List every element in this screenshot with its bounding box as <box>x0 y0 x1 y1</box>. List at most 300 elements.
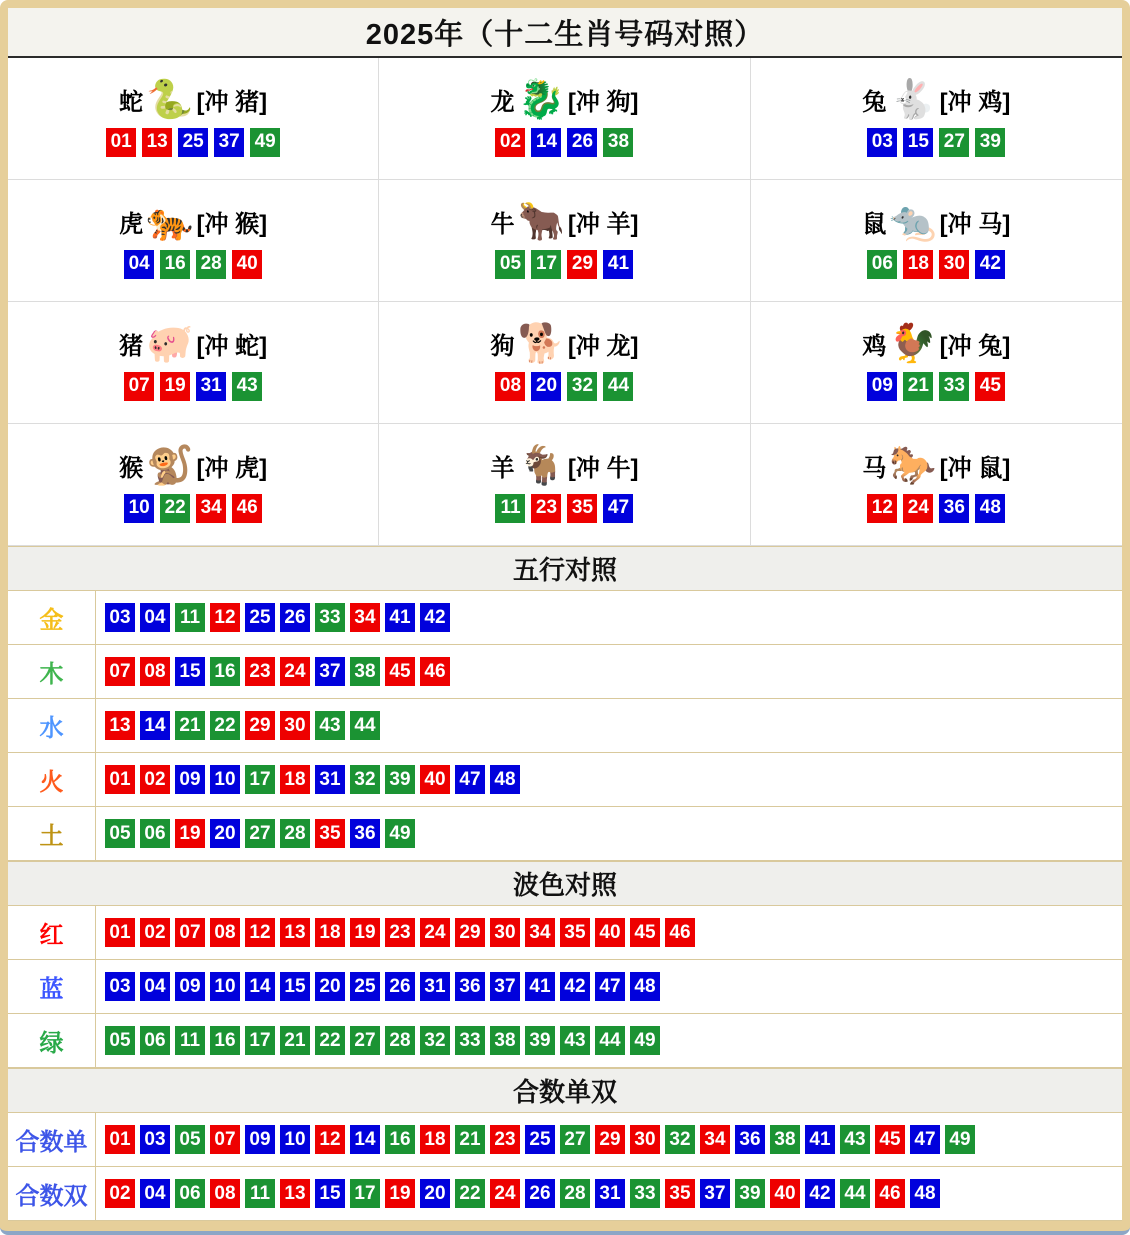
zodiac-cell-鸡 <box>751 302 1122 424</box>
number-ball-36: 36 <box>455 972 485 1001</box>
zodiac-cell-title <box>862 322 1011 365</box>
table-row-水 <box>8 699 1122 753</box>
rabbit-icon: 🐇 <box>889 78 937 121</box>
zodiac-clash-label: [冲 龙] <box>567 333 639 360</box>
number-ball-34: 34 <box>700 1125 730 1154</box>
number-ball-49: 49 <box>385 819 415 848</box>
number-ball-27: 27 <box>560 1125 590 1154</box>
number-ball-40: 40 <box>232 250 262 279</box>
number-ball-10: 10 <box>280 1125 310 1154</box>
number-ball-05: 05 <box>495 250 525 279</box>
zodiac-numbers-row <box>124 250 262 279</box>
zodiac-cell-狗 <box>379 302 750 424</box>
number-ball-26: 26 <box>525 1179 555 1208</box>
number-ball-42: 42 <box>420 603 450 632</box>
number-ball-18: 18 <box>280 765 310 794</box>
zodiac-name: 牛 <box>490 211 515 238</box>
number-ball-35: 35 <box>567 494 597 523</box>
number-ball-31: 31 <box>196 372 226 401</box>
zodiac-numbers-row <box>495 250 633 279</box>
row-numbers <box>96 645 450 698</box>
zodiac-cell-牛 <box>379 180 750 302</box>
number-ball-22: 22 <box>210 711 240 740</box>
number-ball-20: 20 <box>531 372 561 401</box>
number-ball-48: 48 <box>910 1179 940 1208</box>
zodiac-numbers-row <box>867 128 1005 157</box>
zodiac-cell-title <box>119 322 268 365</box>
zodiac-numbers-row <box>495 128 633 157</box>
section-bose <box>8 861 1122 1068</box>
zodiac-cell-title <box>490 78 639 121</box>
number-ball-22: 22 <box>315 1026 345 1055</box>
number-ball-11: 11 <box>495 494 525 523</box>
dragon-icon: 🐉 <box>517 78 565 121</box>
number-ball-30: 30 <box>490 918 520 947</box>
number-ball-31: 31 <box>420 972 450 1001</box>
number-ball-14: 14 <box>140 711 170 740</box>
number-ball-42: 42 <box>560 972 590 1001</box>
number-ball-37: 37 <box>214 128 244 157</box>
number-ball-03: 03 <box>105 603 135 632</box>
row-numbers <box>96 906 695 959</box>
number-ball-04: 04 <box>140 603 170 632</box>
table-row-土 <box>8 807 1122 861</box>
number-ball-14: 14 <box>350 1125 380 1154</box>
zodiac-clash-label: [冲 牛] <box>567 455 639 482</box>
zodiac-cell-马 <box>751 424 1122 546</box>
zodiac-name: 猴 <box>119 455 144 482</box>
number-ball-33: 33 <box>315 603 345 632</box>
number-ball-16: 16 <box>385 1125 415 1154</box>
tiger-icon: 🐅 <box>146 200 194 243</box>
number-ball-14: 14 <box>531 128 561 157</box>
number-ball-48: 48 <box>630 972 660 1001</box>
number-ball-47: 47 <box>595 972 625 1001</box>
zodiac-name: 龙 <box>490 89 515 116</box>
zodiac-name: 虎 <box>119 211 144 238</box>
number-ball-04: 04 <box>124 250 154 279</box>
goat-icon: 🐐 <box>517 444 565 487</box>
number-ball-13: 13 <box>280 1179 310 1208</box>
number-ball-25: 25 <box>178 128 208 157</box>
number-ball-41: 41 <box>525 972 555 1001</box>
number-ball-31: 31 <box>595 1179 625 1208</box>
number-ball-28: 28 <box>280 819 310 848</box>
zodiac-name: 鼠 <box>862 211 887 238</box>
zodiac-numbers-row <box>124 372 262 401</box>
number-ball-06: 06 <box>867 250 897 279</box>
number-ball-15: 15 <box>315 1179 345 1208</box>
number-ball-09: 09 <box>245 1125 275 1154</box>
table-row-火 <box>8 753 1122 807</box>
number-ball-36: 36 <box>735 1125 765 1154</box>
number-ball-37: 37 <box>490 972 520 1001</box>
number-ball-36: 36 <box>350 819 380 848</box>
number-ball-02: 02 <box>105 1179 135 1208</box>
table-row-绿 <box>8 1014 1122 1068</box>
number-ball-16: 16 <box>160 250 190 279</box>
number-ball-49: 49 <box>945 1125 975 1154</box>
zodiac-name: 鸡 <box>862 333 887 360</box>
number-ball-11: 11 <box>175 1026 205 1055</box>
number-ball-13: 13 <box>142 128 172 157</box>
number-ball-46: 46 <box>665 918 695 947</box>
number-ball-02: 02 <box>495 128 525 157</box>
number-ball-28: 28 <box>196 250 226 279</box>
number-ball-07: 07 <box>124 372 154 401</box>
heshu-rows <box>8 1113 1122 1221</box>
number-ball-15: 15 <box>175 657 205 686</box>
table-row-红 <box>8 906 1122 960</box>
section-heshu <box>8 1068 1122 1221</box>
number-ball-17: 17 <box>531 250 561 279</box>
number-ball-38: 38 <box>350 657 380 686</box>
number-ball-01: 01 <box>105 918 135 947</box>
number-ball-35: 35 <box>665 1179 695 1208</box>
number-ball-23: 23 <box>490 1125 520 1154</box>
zodiac-clash-label: [冲 狗] <box>567 89 639 116</box>
number-ball-26: 26 <box>385 972 415 1001</box>
zodiac-cell-title <box>119 78 268 121</box>
number-ball-25: 25 <box>525 1125 555 1154</box>
row-numbers <box>96 591 450 644</box>
section-header-wuxing: 五行对照 <box>8 546 1122 591</box>
number-ball-49: 49 <box>250 128 280 157</box>
number-ball-19: 19 <box>160 372 190 401</box>
table-row-蓝 <box>8 960 1122 1014</box>
number-ball-35: 35 <box>315 819 345 848</box>
section-wuxing <box>8 546 1122 861</box>
zodiac-clash-label: [冲 马] <box>939 211 1011 238</box>
number-ball-08: 08 <box>210 918 240 947</box>
number-ball-44: 44 <box>840 1179 870 1208</box>
number-ball-12: 12 <box>210 603 240 632</box>
zodiac-clash-label: [冲 猪] <box>196 89 268 116</box>
number-ball-40: 40 <box>770 1179 800 1208</box>
row-numbers <box>96 1167 940 1220</box>
zodiac-clash-label: [冲 兔] <box>939 333 1011 360</box>
zodiac-cell-title <box>862 444 1011 487</box>
number-ball-03: 03 <box>140 1125 170 1154</box>
number-ball-31: 31 <box>315 765 345 794</box>
number-ball-44: 44 <box>350 711 380 740</box>
pig-icon: 🐖 <box>146 322 194 365</box>
zodiac-cell-虎 <box>8 180 379 302</box>
number-ball-21: 21 <box>903 372 933 401</box>
number-ball-28: 28 <box>385 1026 415 1055</box>
zodiac-numbers-row <box>867 372 1005 401</box>
number-ball-27: 27 <box>939 128 969 157</box>
row-numbers <box>96 807 415 860</box>
number-ball-08: 08 <box>210 1179 240 1208</box>
number-ball-10: 10 <box>124 494 154 523</box>
number-ball-02: 02 <box>140 765 170 794</box>
number-ball-09: 09 <box>867 372 897 401</box>
zodiac-name: 马 <box>862 455 887 482</box>
zodiac-cell-羊 <box>379 424 750 546</box>
number-ball-10: 10 <box>210 765 240 794</box>
number-ball-21: 21 <box>175 711 205 740</box>
row-label: 绿 <box>8 1014 96 1067</box>
row-label: 合数双 <box>8 1167 96 1220</box>
zodiac-clash-label: [冲 鼠] <box>939 455 1011 482</box>
table-row-金 <box>8 591 1122 645</box>
number-ball-18: 18 <box>903 250 933 279</box>
zodiac-cell-title <box>862 78 1011 121</box>
horse-icon: 🐎 <box>889 444 937 487</box>
number-ball-34: 34 <box>196 494 226 523</box>
number-ball-03: 03 <box>105 972 135 1001</box>
number-ball-34: 34 <box>525 918 555 947</box>
zodiac-clash-label: [冲 虎] <box>196 455 268 482</box>
number-ball-07: 07 <box>210 1125 240 1154</box>
number-ball-39: 39 <box>525 1026 555 1055</box>
number-ball-25: 25 <box>350 972 380 1001</box>
number-ball-38: 38 <box>770 1125 800 1154</box>
section-header-heshu: 合数单双 <box>8 1068 1122 1113</box>
number-ball-15: 15 <box>903 128 933 157</box>
number-ball-19: 19 <box>385 1179 415 1208</box>
number-ball-18: 18 <box>315 918 345 947</box>
number-ball-15: 15 <box>280 972 310 1001</box>
number-ball-20: 20 <box>315 972 345 1001</box>
zodiac-name: 羊 <box>490 455 515 482</box>
number-ball-12: 12 <box>245 918 275 947</box>
number-ball-44: 44 <box>595 1026 625 1055</box>
row-label: 金 <box>8 591 96 644</box>
number-ball-07: 07 <box>175 918 205 947</box>
number-ball-45: 45 <box>875 1125 905 1154</box>
zodiac-name: 狗 <box>490 333 515 360</box>
number-ball-29: 29 <box>455 918 485 947</box>
row-label: 土 <box>8 807 96 860</box>
number-ball-43: 43 <box>232 372 262 401</box>
zodiac-numbers-row <box>106 128 280 157</box>
number-ball-24: 24 <box>280 657 310 686</box>
number-ball-21: 21 <box>280 1026 310 1055</box>
number-ball-48: 48 <box>490 765 520 794</box>
number-ball-26: 26 <box>567 128 597 157</box>
zodiac-clash-label: [冲 羊] <box>567 211 639 238</box>
number-ball-20: 20 <box>210 819 240 848</box>
table-row-合数单 <box>8 1113 1122 1167</box>
number-ball-30: 30 <box>939 250 969 279</box>
number-ball-04: 04 <box>140 1179 170 1208</box>
number-ball-20: 20 <box>420 1179 450 1208</box>
number-ball-32: 32 <box>665 1125 695 1154</box>
zodiac-cell-猴 <box>8 424 379 546</box>
number-ball-07: 07 <box>105 657 135 686</box>
number-ball-26: 26 <box>280 603 310 632</box>
number-ball-16: 16 <box>210 1026 240 1055</box>
row-label: 蓝 <box>8 960 96 1013</box>
number-ball-24: 24 <box>420 918 450 947</box>
zodiac-cell-title <box>490 444 639 487</box>
monkey-icon: 🐒 <box>146 444 194 487</box>
number-ball-32: 32 <box>350 765 380 794</box>
number-ball-14: 14 <box>245 972 275 1001</box>
number-ball-27: 27 <box>245 819 275 848</box>
zodiac-name: 猪 <box>119 333 144 360</box>
number-ball-39: 39 <box>735 1179 765 1208</box>
number-ball-06: 06 <box>175 1179 205 1208</box>
number-ball-01: 01 <box>105 765 135 794</box>
number-ball-32: 32 <box>567 372 597 401</box>
number-ball-32: 32 <box>420 1026 450 1055</box>
number-ball-49: 49 <box>630 1026 660 1055</box>
number-ball-33: 33 <box>939 372 969 401</box>
number-ball-39: 39 <box>385 765 415 794</box>
number-ball-41: 41 <box>603 250 633 279</box>
number-ball-21: 21 <box>455 1125 485 1154</box>
number-ball-11: 11 <box>175 603 205 632</box>
number-ball-48: 48 <box>975 494 1005 523</box>
number-ball-45: 45 <box>385 657 415 686</box>
page-title: 2025年（十二生肖号码对照） <box>8 8 1122 58</box>
zodiac-numbers-row <box>867 250 1005 279</box>
dog-icon: 🐕 <box>517 322 565 365</box>
ox-icon: 🐂 <box>517 200 565 243</box>
number-ball-10: 10 <box>210 972 240 1001</box>
number-ball-11: 11 <box>245 1179 275 1208</box>
number-ball-17: 17 <box>245 765 275 794</box>
number-ball-41: 41 <box>805 1125 835 1154</box>
number-ball-47: 47 <box>603 494 633 523</box>
number-ball-37: 37 <box>315 657 345 686</box>
number-ball-05: 05 <box>105 1026 135 1055</box>
snake-icon: 🐍 <box>146 78 194 121</box>
row-label: 火 <box>8 753 96 806</box>
number-ball-05: 05 <box>175 1125 205 1154</box>
number-ball-44: 44 <box>603 372 633 401</box>
number-ball-45: 45 <box>630 918 660 947</box>
row-label: 合数单 <box>8 1113 96 1166</box>
number-ball-17: 17 <box>350 1179 380 1208</box>
number-ball-19: 19 <box>350 918 380 947</box>
wuxing-rows <box>8 591 1122 861</box>
number-ball-13: 13 <box>280 918 310 947</box>
row-label: 木 <box>8 645 96 698</box>
number-ball-04: 04 <box>140 972 170 1001</box>
number-ball-38: 38 <box>490 1026 520 1055</box>
rat-icon: 🐀 <box>889 200 937 243</box>
number-ball-46: 46 <box>420 657 450 686</box>
number-ball-19: 19 <box>175 819 205 848</box>
number-ball-23: 23 <box>245 657 275 686</box>
rooster-icon: 🐓 <box>889 322 937 365</box>
row-numbers <box>96 699 380 752</box>
number-ball-09: 09 <box>175 972 205 1001</box>
number-ball-34: 34 <box>350 603 380 632</box>
zodiac-numbers-row <box>124 494 262 523</box>
row-numbers <box>96 1113 975 1166</box>
zodiac-cell-title <box>119 200 268 243</box>
number-ball-27: 27 <box>350 1026 380 1055</box>
number-ball-06: 06 <box>140 1026 170 1055</box>
number-ball-23: 23 <box>385 918 415 947</box>
number-ball-40: 40 <box>595 918 625 947</box>
number-ball-47: 47 <box>910 1125 940 1154</box>
number-ball-41: 41 <box>385 603 415 632</box>
number-ball-02: 02 <box>140 918 170 947</box>
section-header-bose: 波色对照 <box>8 861 1122 906</box>
zodiac-cell-鼠 <box>751 180 1122 302</box>
row-label: 红 <box>8 906 96 959</box>
zodiac-name: 兔 <box>862 89 887 116</box>
number-ball-42: 42 <box>975 250 1005 279</box>
zodiac-cell-猪 <box>8 302 379 424</box>
number-ball-25: 25 <box>245 603 275 632</box>
number-ball-42: 42 <box>805 1179 835 1208</box>
number-ball-13: 13 <box>105 711 135 740</box>
zodiac-cell-title <box>490 322 639 365</box>
number-ball-38: 38 <box>603 128 633 157</box>
number-ball-12: 12 <box>867 494 897 523</box>
number-ball-46: 46 <box>875 1179 905 1208</box>
number-ball-24: 24 <box>903 494 933 523</box>
number-ball-08: 08 <box>140 657 170 686</box>
number-ball-40: 40 <box>420 765 450 794</box>
table-row-合数双 <box>8 1167 1122 1221</box>
number-ball-18: 18 <box>420 1125 450 1154</box>
zodiac-clash-label: [冲 鸡] <box>939 89 1011 116</box>
number-ball-47: 47 <box>455 765 485 794</box>
number-ball-29: 29 <box>567 250 597 279</box>
number-ball-17: 17 <box>245 1026 275 1055</box>
number-ball-28: 28 <box>560 1179 590 1208</box>
number-ball-29: 29 <box>245 711 275 740</box>
number-ball-03: 03 <box>867 128 897 157</box>
zodiac-cell-龙 <box>379 58 750 180</box>
zodiac-name: 蛇 <box>119 89 144 116</box>
number-ball-06: 06 <box>140 819 170 848</box>
number-ball-09: 09 <box>175 765 205 794</box>
number-ball-45: 45 <box>975 372 1005 401</box>
number-ball-39: 39 <box>975 128 1005 157</box>
zodiac-grid <box>8 58 1122 546</box>
number-ball-35: 35 <box>560 918 590 947</box>
number-ball-05: 05 <box>105 819 135 848</box>
zodiac-cell-title <box>119 444 268 487</box>
bose-rows <box>8 906 1122 1068</box>
number-ball-01: 01 <box>106 128 136 157</box>
table-row-木 <box>8 645 1122 699</box>
number-ball-33: 33 <box>455 1026 485 1055</box>
number-ball-08: 08 <box>495 372 525 401</box>
zodiac-cell-title <box>862 200 1011 243</box>
zodiac-numbers-row <box>495 494 633 523</box>
number-ball-22: 22 <box>455 1179 485 1208</box>
zodiac-numbers-row <box>495 372 633 401</box>
number-ball-29: 29 <box>595 1125 625 1154</box>
number-ball-16: 16 <box>210 657 240 686</box>
number-ball-24: 24 <box>490 1179 520 1208</box>
row-numbers <box>96 753 520 806</box>
number-ball-01: 01 <box>105 1125 135 1154</box>
number-ball-22: 22 <box>160 494 190 523</box>
number-ball-37: 37 <box>700 1179 730 1208</box>
zodiac-cell-title <box>490 200 639 243</box>
number-ball-33: 33 <box>630 1179 660 1208</box>
number-ball-30: 30 <box>630 1125 660 1154</box>
number-ball-30: 30 <box>280 711 310 740</box>
zodiac-cell-蛇 <box>8 58 379 180</box>
zodiac-cell-兔 <box>751 58 1122 180</box>
number-ball-43: 43 <box>840 1125 870 1154</box>
number-ball-12: 12 <box>315 1125 345 1154</box>
zodiac-clash-label: [冲 猴] <box>196 211 268 238</box>
row-numbers <box>96 960 660 1013</box>
